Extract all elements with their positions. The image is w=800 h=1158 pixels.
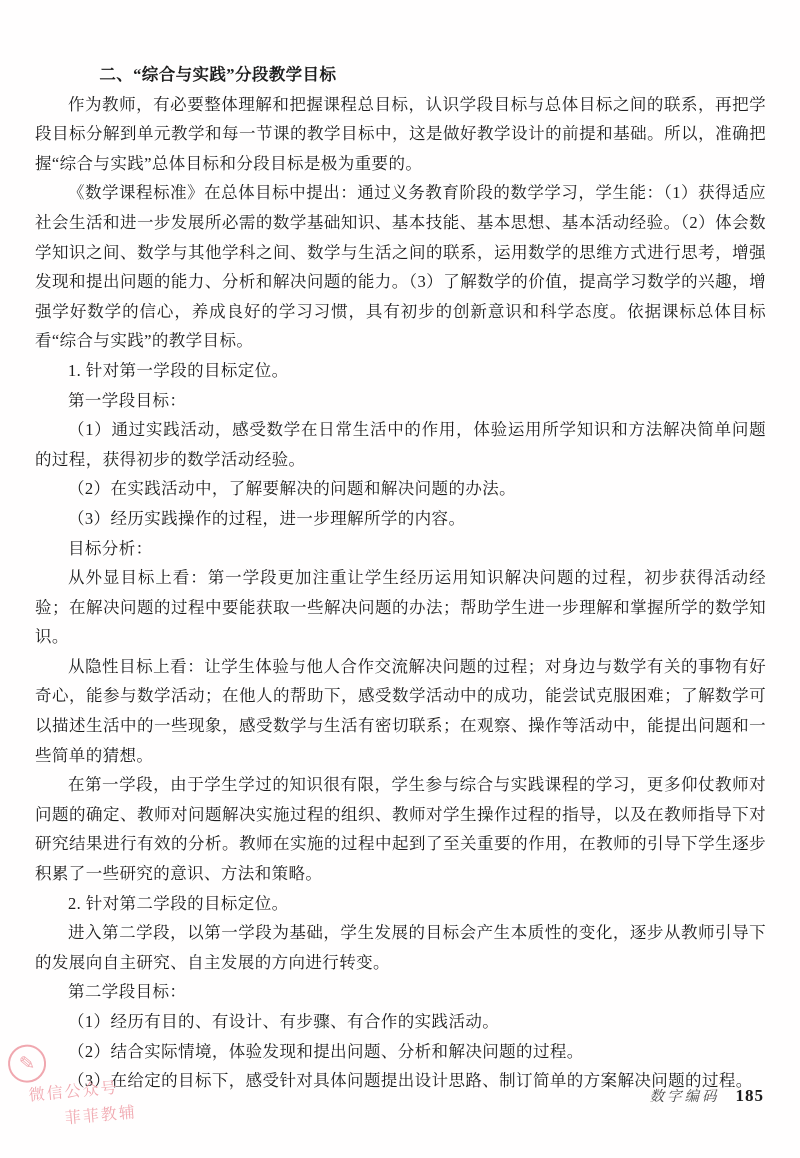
paragraph: （2）在实践活动中，了解要解决的问题和解决问题的办法。 bbox=[68, 479, 517, 499]
paragraph: （3）在给定的目标下，感受针对具体问题提出设计思路、制订简单的方案解决问题的过程。 bbox=[68, 1071, 753, 1091]
paragraph: 1. 针对第一学段的目标定位。 bbox=[68, 360, 289, 380]
watermark bbox=[2, 1034, 159, 1134]
paragraph: 第二学段目标： bbox=[68, 982, 187, 1002]
paragraph: （2）结合实际情境，体验发现和提出问题、分析和解决问题的过程。 bbox=[68, 1041, 584, 1061]
paragraph: 《数学课程标准》在总体目标中提出：通过义务教育阶段的数学学习，学生能：（1）获得适应社会生活和进一步发展所必需的数学基础知识、基本技能、基本思想、基本活动经验。（2）体会数学知识之间、数学与其他学科之间、数学与生活之间的联系，运用数学的思维方式进行思考，增强发现和提出问题的能力、分析和解决问题的能力。（3）了解数学的价值，提高学习数学的兴趣，增强学好数学的信心，养成良好的学习习惯，具有初步的创新意识和科学态度。依据课标总体目标看“综合与实践”的教学目标。 bbox=[35, 183, 766, 351]
paragraph: 在第一学段，由于学生学过的知识很有限，学生参与综合与实践课程的学习，更多仰仗教师对问题的确定、教师对问题解决实施过程的组织、教师对学生操作过程的指导，以及在教师指导下对研究结果进行有效的分析。教师在实施的过程中起到了至关重要的作用，在教师的引导下学生逐步积累了一些研究的意识、方法和策略。 bbox=[35, 775, 766, 884]
paragraph: 从隐性目标上看：让学生体验与他人合作交流解决问题的过程；对身边与数学有关的事物有好奇心，能参与数学活动；在他人的帮助下，感受数学活动中的成功，能尝试克服困难；了解数学可以描述生活中的一些现象，感受数学与生活有密切联系；在观察、操作等活动中，能提出问题和一些简单的猜想。 bbox=[35, 656, 766, 765]
paragraph: 第一学段目标： bbox=[68, 390, 187, 410]
watermark-line2: 菲菲教辅 bbox=[64, 1104, 138, 1128]
pencil-icon: ✎ bbox=[6, 1043, 47, 1084]
page-number: 185 bbox=[735, 1086, 764, 1105]
page-footer bbox=[650, 1085, 765, 1106]
paragraph: 进入第二学段，以第一学段为基础，学生发展的目标会产生本质性的变化，逐步从教师引导下的发展向自主研究、自主发展的方向进行转变。 bbox=[35, 923, 766, 972]
paragraph: （3）经历实践操作的过程，进一步理解所学的内容。 bbox=[68, 508, 466, 528]
footer-section-label: 数字编码 bbox=[649, 1089, 720, 1105]
paragraph: （1）通过实践活动，感受数学在日常生活中的作用，体验运用所学知识和方法解决简单问题的过程，获得初步的数学活动经验。 bbox=[35, 420, 766, 469]
paragraph: （1）经历有目的、有设计、有步骤、有合作的实践活动。 bbox=[68, 1012, 500, 1031]
watermark-line1: 微信公众号 bbox=[28, 1079, 120, 1105]
paragraph: 2. 针对第二学段的目标定位。 bbox=[68, 893, 289, 913]
paragraph: 从外显目标上看：第一学段更加注重让学生经历运用知识解决问题的过程，初步获得活动经验；在解决问题的过程中要能获取一些解决问题的办法；帮助学生进一步理解和掌握所学的数学知识。 bbox=[35, 568, 766, 647]
paragraph: 目标分析： bbox=[68, 538, 153, 558]
paragraph: 作为教师，有必要整体理解和把握课程总目标，认识学段目标与总体目标之间的联系，再把学段目标分解到单元教学和每一节课的教学目标中，这是做好教学设计的前提和基础。所以，准确把握“综合与实践”总体目标和分段目标是极为重要的。 bbox=[35, 94, 766, 173]
section-heading: 二、“综合与实践”分段教学目标 bbox=[99, 65, 337, 84]
body-text bbox=[35, 60, 766, 1096]
